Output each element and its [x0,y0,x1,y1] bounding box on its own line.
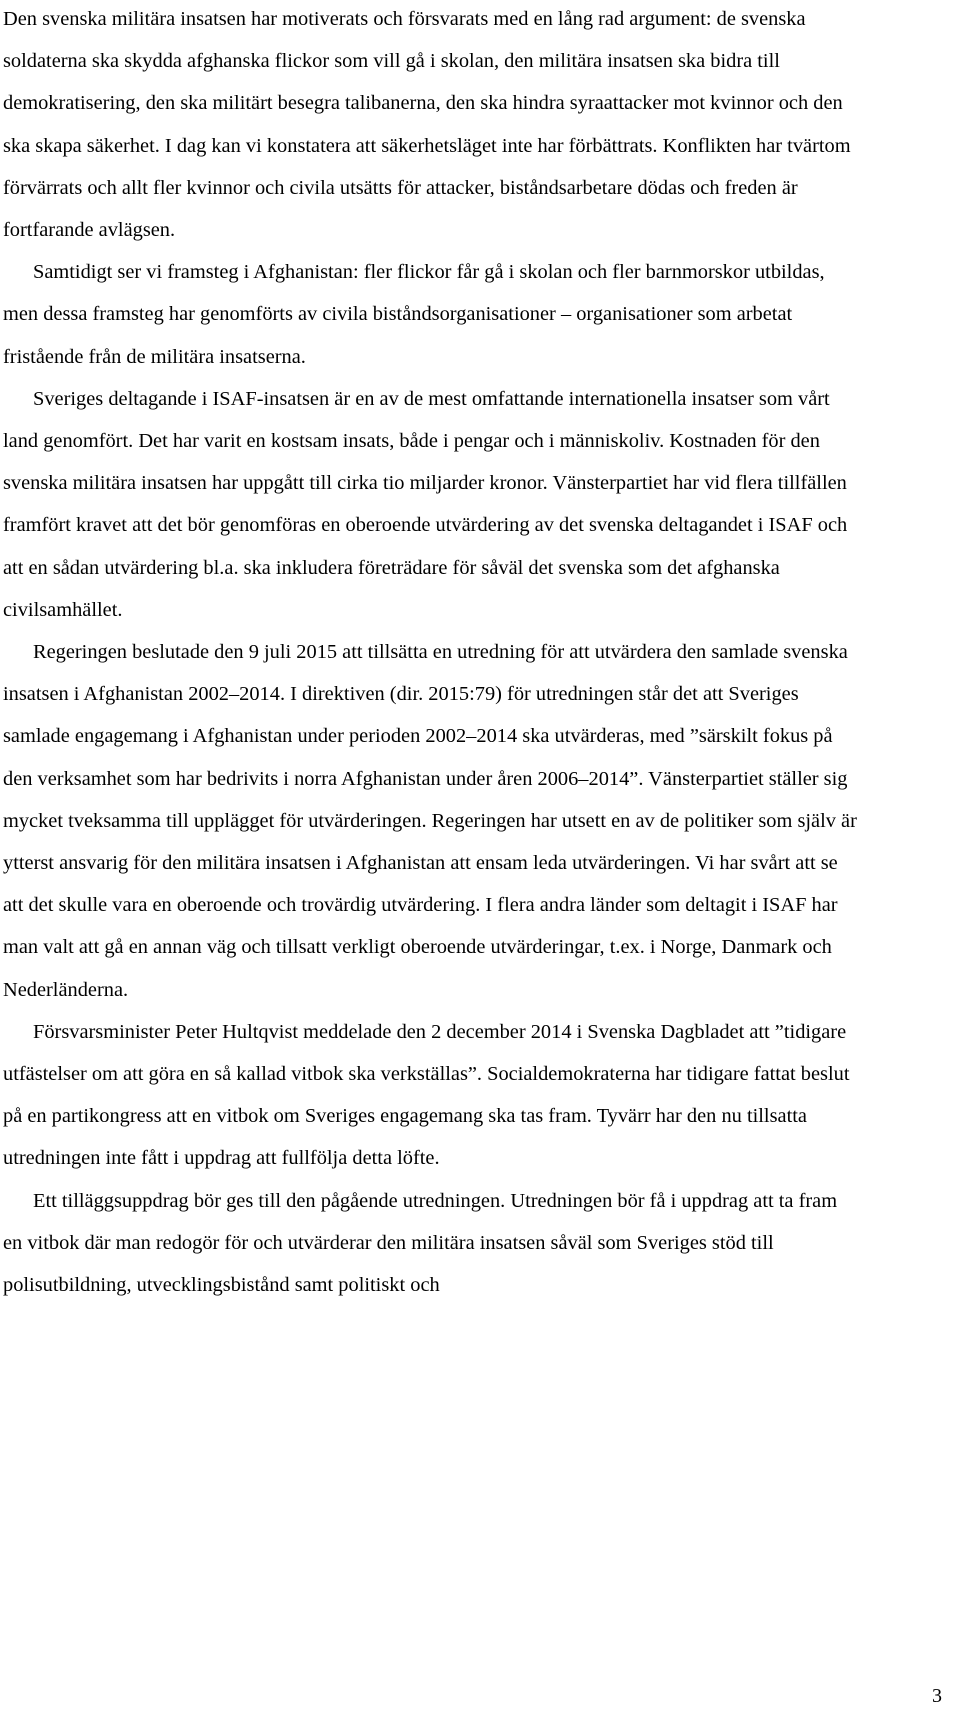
paragraph-5: Försvarsminister Peter Hultqvist meddelade den 2 december 2014 i Svenska Dagbladet att ”tidigare utfästelser om att göra en så kallad vitbok ska verkställas”. Socialdemokraterna har tidigare fattat beslut på en partikongress att en vitbok om Sveriges engagemang ska tas fram. Tyvärr har den nu tillsatta utredningen inte fått i uppdrag att fullfölja detta löfte. [3,1020,850,1170]
paragraph-4: Regeringen beslutade den 9 juli 2015 att tillsätta en utredning för att utvärdera den samlade svenska insatsen i Afghanistan 2002–2014. I direktiven (dir. 2015:79) för utredningen står det att Sveriges samlade engagemang i Afghanistan under perioden 2002–2014 ska utvärderas, med ”särskilt fokus på den verksamhet som har bedrivits i norra Afghanistan under åren 2006–2014”. Vänsterpartiet ställer sig mycket tveksamma till upplägget för utvärderingen. Regeringen har utsett en av de politiker som själv är ytterst ansvarig för den militära insatsen i Afghanistan att ensam leda utvärderingen. Vi har svårt att se att det skulle vara en oberoende och trovärdig utvärdering. I flera andra länder som deltagit i ISAF har man valt att gå en annan väg och tillsatt verkligt oberoende utvärderingar, t.ex. i Norge, Danmark och Nederländerna. [3,641,857,1001]
paragraph-1: Den svenska militära insatsen har motiverats och försvarats med en lång rad argument: de svenska soldaterna ska skydda afghanska flickor som vill gå i skolan, den militära insatsen ska bidra till demokratisering, den ska militärt besegra talibanerna, den ska hindra syraattacker mot kvinnor och den ska skapa säkerhet. I dag kan vi konstatera att säkerhetsläget inte har förbättrats. Konflikten har tvärtom förvärrats och allt fler kvinnor och civila utsätts för attacker, biståndsarbetare dödas och freden är fortfarande avlägsen. [3,8,851,242]
paragraph-6: Ett tilläggsuppdrag bör ges till den pågående utredningen. Utredningen bör få i uppdrag att ta fram en vitbok där man redogör för och utvärderar den militära insatsen såväl som Sveriges stöd till polisutbildning, utvecklingsbistånd samt politiskt och [3,1189,838,1297]
paragraph-2: Samtidigt ser vi framsteg i Afghanistan: fler flickor får gå i skolan och fler barnmorskor utbildas, men dessa framsteg har genomförts av civila biståndsorganisationer – organisationer som arbetat fristående från de militära insatserna. [3,261,825,368]
document-body [3,2,858,1306]
paragraph-3: Sveriges deltagande i ISAF-insatsen är en av de mest omfattande internationella insatser som vårt land genomfört. Det har varit en kostsam insats, både i pengar och i människoliv. Kostnaden för den svenska militära insatsen har uppgått till cirka tio miljarder kronor. Vänsterpartiet har vid flera tillfällen framfört kravet att det bör genomföras en oberoende utvärdering av det svenska deltagandet i ISAF och att en sådan utvärdering bl.a. ska inkludera företrädare för såväl det svenska som det afghanska civilsamhället. [3,387,848,621]
page-number: 3 [932,1685,942,1707]
